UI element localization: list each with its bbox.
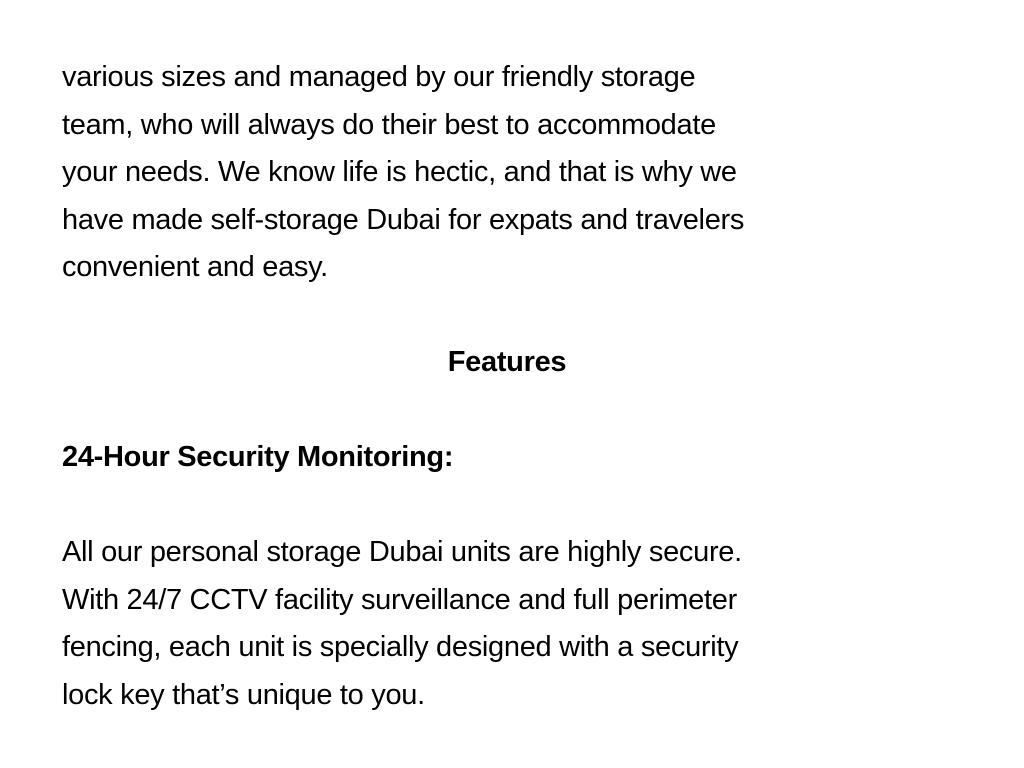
- security-line: All our personal storage Dubai units are highly secure.: [62, 536, 742, 568]
- security-line: lock key that’s unique to you.: [62, 678, 425, 711]
- spacer: [62, 482, 962, 530]
- spacer: [62, 387, 962, 435]
- intro-paragraph: [62, 54, 962, 292]
- intro-line: have made self-storage Dubai for expats and travelers: [62, 203, 745, 236]
- features-heading: Features: [447, 346, 567, 378]
- intro-line: your needs. We know life is hectic, and that is why we: [62, 156, 737, 188]
- security-heading: 24-Hour Security Monitoring:: [62, 441, 454, 473]
- intro-line: team, who will always do their best to accommodate: [62, 108, 716, 141]
- intro-line: various sizes and managed by our friendly storage: [62, 61, 696, 93]
- security-line: fencing, each unit is specially designed with a security: [62, 631, 739, 663]
- slide-content: [62, 54, 962, 719]
- intro-line: convenient and easy.: [62, 251, 328, 283]
- security-line: With 24/7 CCTV facility surveillance and full perimeter: [62, 583, 737, 616]
- spacer: [62, 292, 962, 340]
- security-paragraph: [62, 529, 962, 719]
